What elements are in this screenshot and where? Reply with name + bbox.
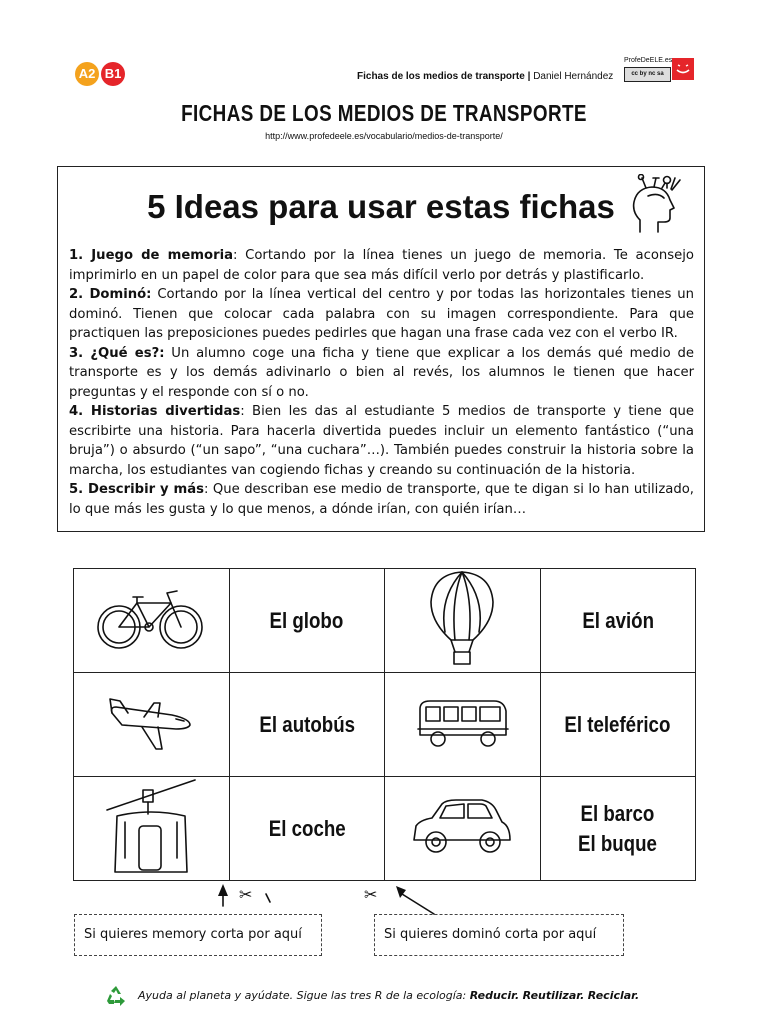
page-title: FICHAS DE LOS MEDIOS DE TRANSPORTE <box>181 100 587 126</box>
card-word-text: El globo <box>269 607 344 633</box>
svg-text:✂: ✂ <box>364 885 378 904</box>
card-cablecar-image <box>74 777 230 881</box>
card-car-image <box>385 777 541 881</box>
head-ideas-icon <box>628 174 690 236</box>
idea-item-3 <box>69 344 694 403</box>
card-word <box>540 777 696 881</box>
brand-name: ProfeDeELE.es <box>624 57 673 64</box>
idea-text: Bien les das al estudiante 5 medios de transporte y tiene que escribirte una historia. Para hacerla divertida puedes incluir un elemento fantástico (“una bruja”) o absurdo (“un sapo”, “una cuchara”…). También puedes construir la historia sobre la marcha, los estudiantes van cogiendo fichas y creando su continuación de la historia. <box>69 404 694 478</box>
idea-label: 2. Dominó: <box>69 287 152 302</box>
idea-sep: : <box>233 248 238 263</box>
idea-label: 4. Historias divertidas <box>69 404 241 419</box>
hot-air-balloon-icon <box>427 570 497 668</box>
brand-logo <box>624 57 698 85</box>
ideas-title: 5 Ideas para usar estas fichas <box>147 188 615 225</box>
domino-cut-marker <box>362 882 442 916</box>
card-word <box>229 569 385 673</box>
header-author: Daniel Hernández <box>533 71 614 82</box>
idea-item-5 <box>69 480 694 519</box>
idea-text: Cortando por la línea tienes un juego de memoria. Te aconsejo imprimirlo en un papel de color para que sea más difícil verlo por detrás y plastificarlo. <box>69 248 694 283</box>
ideas-list <box>69 246 694 519</box>
cable-car-icon <box>103 778 199 876</box>
card-word <box>540 673 696 777</box>
memory-cut-marker <box>212 882 272 910</box>
idea-item-4 <box>69 402 694 480</box>
footer-prefix: Ayuda al planeta y ayúdate. Sigue las tres R de la ecología: <box>138 989 470 1002</box>
card-word <box>540 569 696 673</box>
bicycle-icon <box>93 585 209 653</box>
svg-text:✂: ✂ <box>239 885 253 904</box>
idea-text: Cortando por la línea vertical del centro y por todas las horizontales tienes un dominó. Tienen que colocar cada palabra con su imagen correspondiente. Para que practiquen las preposiciones puedes pedirles que hagan una frase cada vez con el verbo IR. <box>69 287 694 341</box>
card-airplane-image <box>74 673 230 777</box>
brand-face-icon <box>672 58 694 80</box>
level-badge-a2: A2 <box>75 62 99 86</box>
idea-text: Que describan ese medio de transporte, que te digan si lo han utilizado, lo que más les gusta y lo que menos, a dónde irían, con quién irían… <box>69 482 694 517</box>
card-word <box>229 673 385 777</box>
card-word-text: El teleférico <box>564 711 671 737</box>
idea-label: 1. Juego de memoria <box>69 248 233 263</box>
idea-label: 3. ¿Qué es?: <box>69 345 165 361</box>
card-balloon-image <box>385 569 541 673</box>
idea-text: Un alumno coge una ficha y tiene que explicar a los demás qué medio de transporte es y los demás adivinarlo o bien al revés, los alumnos le tienen que hacer preguntas y el responde con sí o no. <box>69 345 694 400</box>
idea-item-2 <box>69 285 694 344</box>
footer-ecology-note <box>138 989 639 1002</box>
airplane-icon <box>106 693 196 753</box>
recycle-icon <box>104 984 128 1008</box>
footer-reuse: Reutilizar. <box>522 989 585 1002</box>
card-word <box>229 777 385 881</box>
idea-sep: : <box>203 482 209 497</box>
card-word-text: El barco <box>580 800 655 826</box>
cards-grid <box>73 568 696 881</box>
card-bicycle-image <box>74 569 230 673</box>
memory-cut-instruction: Si quieres memory corta por aquí <box>74 914 322 956</box>
card-word-text: El avión <box>581 607 654 633</box>
card-word-text: El autobús <box>258 711 355 737</box>
level-badge-b1: B1 <box>101 62 125 86</box>
card-bus-image <box>385 673 541 777</box>
cards-row <box>74 673 696 777</box>
domino-cut-instruction: Si quieres dominó corta por aquí <box>374 914 624 956</box>
header-doc-label: Fichas de los medios de transporte <box>357 71 525 82</box>
card-word-text: El coche <box>268 815 346 841</box>
header-doc-info <box>357 71 613 82</box>
footer-reduce: Reducir. <box>469 989 520 1002</box>
license-badge: cc by nc sa <box>624 67 671 82</box>
idea-label: 5. Describir y más <box>69 482 204 497</box>
idea-item-1 <box>69 246 694 285</box>
cards-row <box>74 569 696 673</box>
cards-row <box>74 777 696 881</box>
card-word-text: El buque <box>578 830 658 856</box>
source-url[interactable]: http://www.profedeele.es/vocabulario/medios-de-transporte/ <box>265 131 503 141</box>
header-separator: | <box>527 71 531 82</box>
car-icon <box>410 796 514 858</box>
idea-sep: : <box>240 404 245 419</box>
bus-icon <box>414 695 510 751</box>
footer-recycle: Reciclar. <box>587 989 640 1002</box>
